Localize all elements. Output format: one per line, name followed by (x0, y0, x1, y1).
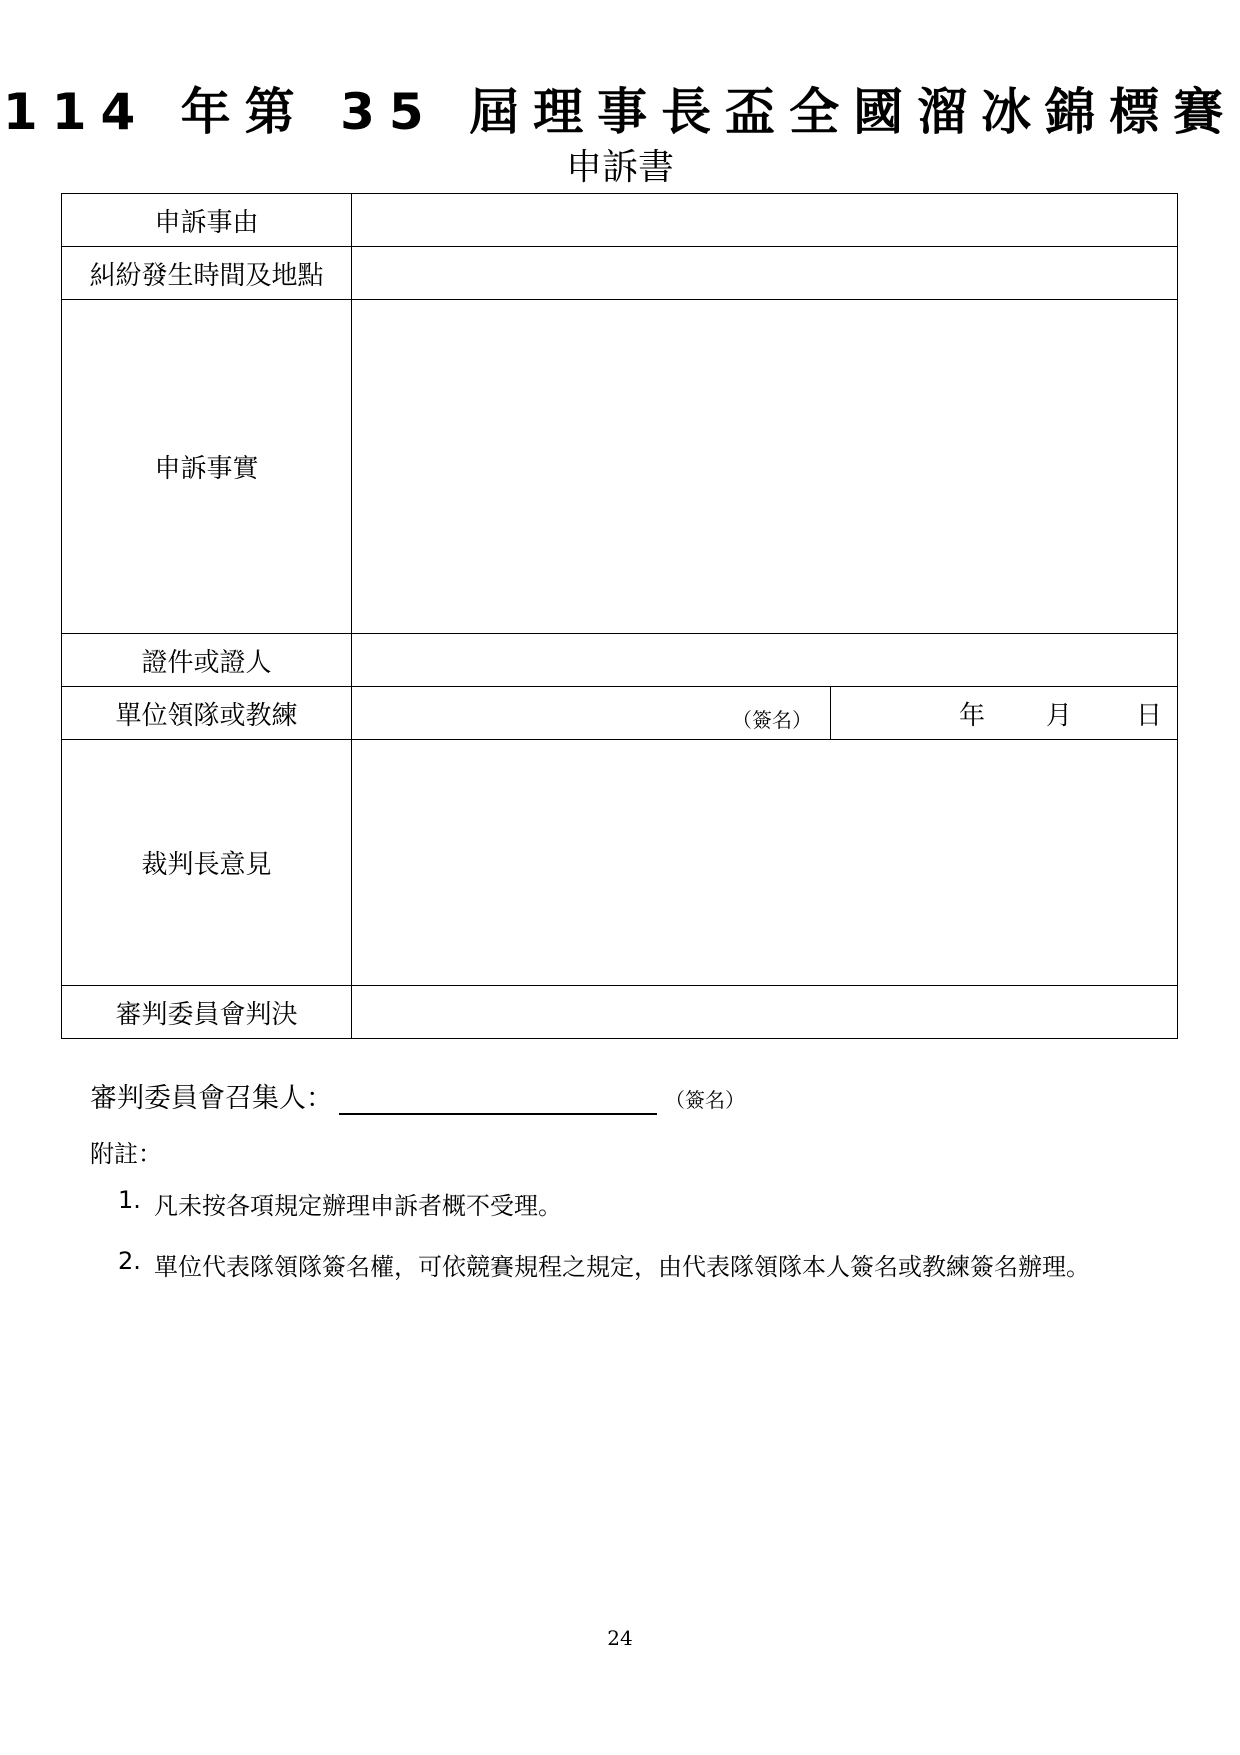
row-evidence-witness (62, 634, 1178, 687)
label-chief-referee-opinion: 裁判長意見 (62, 740, 352, 986)
document-title: 114 年第 35 屆理事長盃全國溜冰錦標賽 (2, 83, 1238, 141)
team-leader-sign-date-cell (352, 687, 1178, 740)
row-team-leader (62, 687, 1178, 740)
notes-heading: 附註： (90, 1140, 162, 1168)
convener-signature-field[interactable] (339, 1083, 657, 1115)
notes-list (118, 1186, 1090, 1308)
label-jury-decision: 審判委員會判決 (62, 986, 352, 1039)
row-chief-referee-opinion (62, 740, 1178, 986)
document-subtitle: 申訴書 (565, 147, 674, 188)
field-chief-referee-opinion[interactable] (352, 740, 1178, 986)
row-dispute-time-place (62, 247, 1178, 300)
note-number: 2. (118, 1247, 141, 1275)
label-complaint-facts: 申訴事實 (62, 300, 352, 634)
team-leader-signature-field[interactable] (352, 687, 831, 739)
list-item (118, 1247, 1090, 1282)
field-dispute-time-place[interactable] (352, 247, 1178, 300)
team-leader-date-field[interactable] (831, 687, 1177, 739)
field-jury-decision[interactable] (352, 986, 1178, 1039)
list-item (118, 1186, 1090, 1221)
convener-signature-line (90, 1076, 745, 1115)
label-team-leader: 單位領隊或教練 (62, 687, 352, 740)
field-evidence-witness[interactable] (352, 634, 1178, 687)
page-number: 24 (607, 1626, 633, 1650)
note-number: 1. (118, 1186, 141, 1214)
row-complaint-facts (62, 300, 1178, 634)
row-jury-decision (62, 986, 1178, 1039)
label-evidence-witness: 證件或證人 (62, 634, 352, 687)
date-month-label: 月 (1046, 701, 1073, 731)
date-year-label: 年 (959, 701, 986, 731)
complaint-form-table (61, 193, 1178, 1039)
field-complaint-facts[interactable] (352, 300, 1178, 634)
convener-sign-label: （簽名） (665, 1088, 745, 1112)
row-complaint-reason (62, 194, 1178, 247)
team-leader-sign-label: （簽名） (732, 708, 812, 732)
label-dispute-time-place: 糾紛發生時間及地點 (62, 247, 352, 300)
field-complaint-reason[interactable] (352, 194, 1178, 247)
label-complaint-reason: 申訴事由 (62, 194, 352, 247)
convener-label: 審判委員會召集人： (90, 1083, 333, 1114)
note-text: 單位代表隊領隊簽名權，可依競賽規程之規定，由代表隊領隊本人簽名或教練簽名辦理。 (154, 1253, 1090, 1281)
note-text: 凡未按各項規定辦理申訴者概不受理。 (154, 1192, 562, 1220)
date-day-label: 日 (1136, 701, 1163, 731)
